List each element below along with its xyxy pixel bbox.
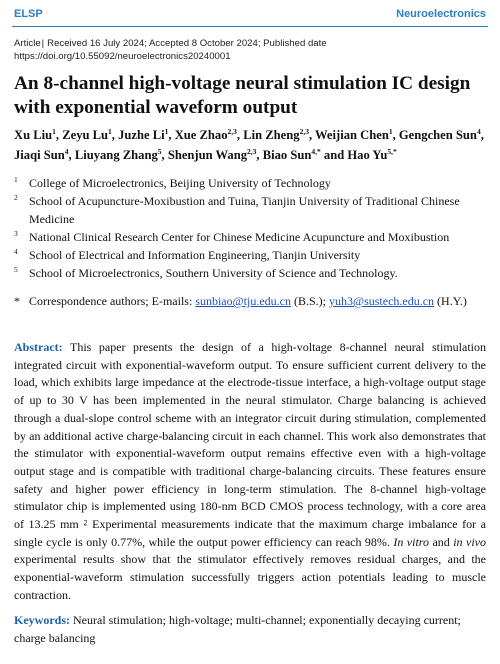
author — [62, 128, 112, 142]
author-name: Weijian Chen — [315, 128, 389, 142]
publisher-name: ELSP — [14, 8, 43, 20]
author — [175, 128, 237, 142]
author-name: Juzhe Li — [118, 128, 165, 142]
author-separator: , — [392, 128, 399, 142]
article-dates: Received 16 July 2024; Accepted 8 October 2024; Published date — [47, 38, 327, 49]
affiliation-item — [14, 246, 486, 264]
correspondence-prefix: Correspondence authors; E-mails: — [29, 294, 196, 308]
affiliation-item — [14, 264, 486, 282]
author-name: Shenjun Wang — [167, 147, 248, 162]
affiliation-number: 5 — [14, 265, 18, 274]
author-name: Gengchen Sun — [398, 128, 477, 142]
abstract-glyph: ⁲ — [78, 517, 88, 532]
email-link-sun[interactable]: sunbiao@tju.edu.cn — [195, 294, 291, 308]
author-name: Xu Liu — [14, 128, 53, 142]
author — [75, 148, 162, 162]
author-name: Jiaqi Sun — [14, 147, 65, 162]
author-affiliation-mark: 5 — [157, 146, 162, 156]
author-separator: , — [111, 128, 119, 142]
affiliation-item — [14, 192, 486, 228]
header-rule — [12, 26, 488, 27]
article-doi[interactable]: https://doi.org/10.55092/neuroelectronics20240001 — [14, 50, 231, 62]
abstract-text-3: experimental results show that the stimulator effectively removes residual charges, and the exponential-waveform stimulation successfully triggers action potentials leading to muscle contraction. — [14, 552, 486, 602]
author-separator: and — [320, 147, 348, 162]
author-separator: , — [236, 128, 244, 142]
paper-title: An 8-channel high-voltage neural stimulation IC design with exponential waveform output — [14, 73, 471, 118]
abstract-text-1: This paper presents the design of a high-voltage 8-channel neural stimulation integrated circuit with exponential-waveform output. To ensure sufficient current delivery to the load, which exhibits large impedance at the electrode-tissue interface, a high-voltage output stage of up to 30 V has been implemented in the neural stimulator. Charge balancing is achieved through a dual-slope control scheme with an integrator circuit during stimulation, complemented by an additional active charge-balancing circuit in each channel. This work also demonstrates that the stimulator with exponential-waveform output remains effective even with a high-voltage output stage and is compatible with traditional charge-balancing circuits. These features ensure safety and higher power efficiency in long-term stimulation. The 8-channel high-voltage stimulator chip is implemented using 180-nm BCD CMOS process technology, with a core area of 13.25 mm — [14, 340, 486, 532]
article-meta — [14, 38, 486, 63]
author-affiliation-mark: 1 — [164, 127, 169, 136]
author-name: Xue Zhao — [174, 128, 228, 142]
affiliation-text: School of Microelectronics, Southern University of Science and Technology. — [29, 266, 398, 280]
journal-name: Neuroelectronics — [396, 8, 486, 20]
author-affiliation-mark: 2,3 — [227, 127, 237, 136]
author — [243, 128, 309, 142]
author — [14, 128, 56, 142]
correspondence-star: * — [14, 294, 20, 308]
author-separator: , — [161, 147, 168, 162]
affiliation-number: 3 — [14, 229, 18, 238]
email-link-yu[interactable]: yuh3@sustech.edu.cn — [329, 294, 435, 308]
author-separator: , — [308, 128, 316, 142]
author-name: Biao Sun — [262, 147, 312, 162]
affiliation-list — [14, 174, 486, 282]
author — [399, 128, 481, 142]
affiliation-number: 1 — [14, 175, 18, 184]
abstract-in-vitro: In vitro — [393, 534, 430, 549]
author-affiliation-mark: 5,* — [387, 146, 397, 156]
author — [118, 128, 168, 142]
abstract-text-2: Experimental measurements indicate that the maximum charge imbalance for a single cycle is only 0.77%, while the output power efficiency can reach 98%. — [14, 517, 486, 549]
author — [263, 148, 321, 162]
abstract — [14, 339, 486, 605]
affiliation-number: 2 — [14, 193, 18, 202]
author-separator: , — [256, 147, 263, 162]
author-separator: , — [480, 128, 484, 142]
author — [168, 148, 257, 162]
keywords-text: Neural stimulation; high-voltage; multi-channel; exponentially decaying current; charge balancing — [14, 613, 461, 645]
abstract-in-vivo: in vivo — [453, 534, 486, 549]
author-affiliation-mark: 4,* — [311, 146, 321, 156]
affiliation-text: College of Microelectronics, Beijing University of Technology — [29, 176, 331, 190]
affiliation-text: School of Acupuncture-Moxibustion and Tuina, Tianjin University of Traditional Chinese Medicine — [29, 194, 460, 226]
author-name: Lin Zheng — [243, 128, 300, 142]
meta-separator: | — [41, 38, 45, 49]
author-separator: , — [168, 128, 175, 142]
correspondence-who-2: (H.Y.) — [434, 294, 467, 308]
keywords-label: Keywords: — [14, 613, 70, 627]
author-affiliation-mark: 2,3 — [299, 127, 309, 136]
author-name: Hao Yu — [347, 147, 388, 162]
abstract-label: Abstract: — [14, 340, 63, 354]
author-name: Liuyang Zhang — [74, 147, 158, 162]
author-affiliation-mark: 2,3 — [247, 146, 257, 156]
author-separator: , — [55, 128, 63, 142]
page-header — [0, 0, 500, 30]
correspondence — [14, 292, 486, 310]
affiliation-item — [14, 228, 486, 246]
author-list — [14, 126, 486, 165]
author-separator: , — [68, 147, 75, 162]
author-name: Zeyu Lu — [62, 128, 109, 142]
article-type: Article — [14, 38, 41, 49]
author-affiliation-mark: 1 — [108, 127, 112, 136]
keywords — [14, 612, 486, 647]
correspondence-who-1: (B.S.); — [291, 294, 330, 308]
affiliation-text: National Clinical Research Center for Chinese Medicine Acupuncture and Moxibustion — [29, 230, 450, 244]
author — [315, 128, 393, 142]
abstract-and: and — [429, 534, 454, 549]
affiliation-text: School of Electrical and Information Engineering, Tianjin University — [29, 248, 361, 262]
author — [347, 148, 396, 162]
affiliation-item — [14, 174, 486, 192]
author-affiliation-mark: 1 — [388, 127, 393, 136]
author-affiliation-mark: 4 — [64, 146, 69, 156]
affiliation-number: 4 — [14, 247, 18, 256]
author-affiliation-mark: 4 — [476, 127, 481, 136]
author — [14, 148, 69, 162]
author-affiliation-mark: 1 — [52, 127, 56, 136]
